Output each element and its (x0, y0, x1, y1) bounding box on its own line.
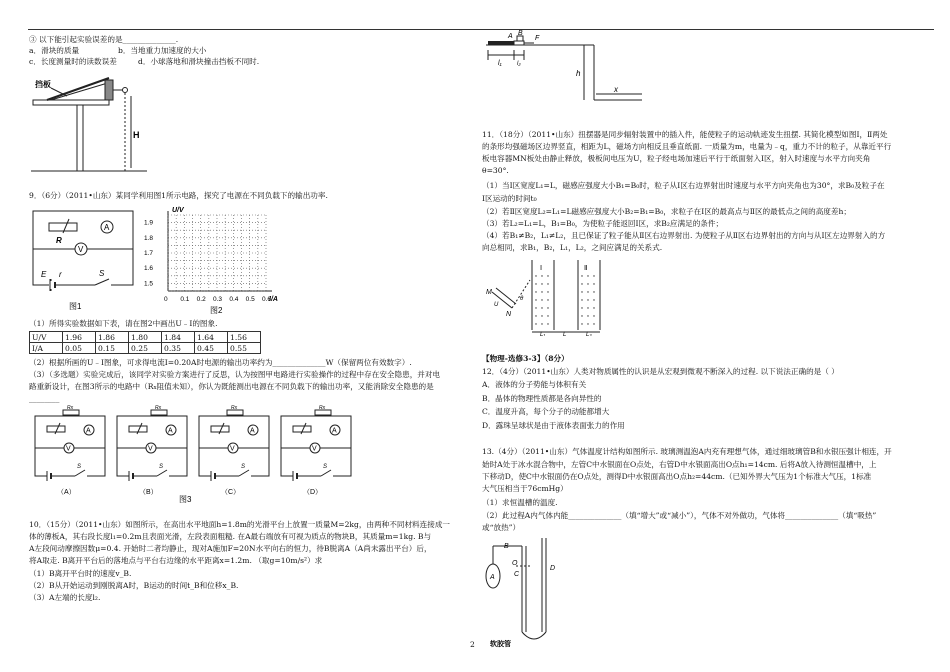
field-dot (581, 291, 582, 292)
field-dot (581, 323, 582, 324)
fig3-caption: 图3 (179, 495, 192, 504)
fig1-ammeter: A (104, 223, 110, 232)
q10-line1: 10．（15分）（2011•山东）如图所示，在高出水平地面h=1.8m的光滑平台上放置一质量M=2kg，由两种不同材料连接成一 (29, 520, 451, 529)
field-dot (581, 315, 582, 316)
graph-x-tick: 0.6 (262, 296, 272, 303)
q9-answer-blank: ________ (29, 394, 60, 403)
q11-line2: 的条形均强磁场区边界竖直，相距为L，磁场方向相反且垂直纸面. 一质量为m，电量为﹣q，重力不计的粒子，从靠近平行 (482, 142, 892, 151)
fig-c-tube: C (514, 571, 520, 578)
fig1-caption: 图1 (69, 302, 82, 311)
graph-y-tick: 1.7 (144, 250, 154, 257)
q9-figure3-circuits (29, 404, 369, 504)
fig3-rx-label: Rx (231, 405, 238, 411)
fig3-ammeter: A (250, 427, 255, 435)
fig-bulb-a: A (490, 574, 495, 581)
graph-x-tick: 0.4 (229, 296, 239, 303)
table-cell: 1.84 (162, 332, 195, 343)
fig3-ammeter: A (86, 427, 91, 435)
fig-x-label: x (614, 85, 618, 94)
table-row (30, 343, 261, 354)
graph-x-tick: 0.5 (245, 296, 255, 303)
field-dot (547, 275, 548, 276)
graph-x-tick: 0 (164, 296, 168, 303)
graph-y-tick: 1.9 (144, 219, 154, 227)
field-dot (535, 283, 536, 284)
q10-sub2: （2）B从开始运动到刚脱离A时，B运动的时间t_B和位移x_B. (29, 581, 239, 590)
field-dot (581, 299, 582, 300)
table-cell: 0.35 (162, 343, 195, 354)
fig3-option-label: （D） (303, 489, 323, 496)
table-cell: 0.25 (129, 343, 162, 354)
field-dot (535, 275, 536, 276)
q9-figure1-circuit (29, 205, 139, 315)
fig-L-label: L (563, 332, 567, 336)
section-title: 【物理-选修3-3】（8分） (482, 354, 569, 363)
fig-n-label: N (506, 311, 512, 318)
field-dot (547, 323, 548, 324)
graph-x-tick: 0.3 (213, 296, 223, 303)
q11-sub1-a: （1）当Ⅰ区宽度L₁=L，磁感应强度大小B₁=B₀时，粒子从Ⅰ区右边界射出时速度与水平方向夹角也为30°，求B₀及粒子在 (482, 181, 885, 190)
fig3-voltmeter: V (148, 445, 153, 453)
q9-part3-line1: （3）（多选题）实验完成后，该同学对实验方案进行了反思，认为按图甲电路进行实验操作的过程中存在安全隐患，并对电 (29, 370, 441, 379)
q11-sub4-b: 向总相同，求B₁，B₂，L₁，L₂，之间应满足的关系式. (482, 243, 663, 252)
fig3-option-label: （B） (139, 489, 158, 496)
q13-sub2-b: 或“放热”） (482, 523, 521, 532)
fig-tube-b: B (504, 543, 509, 550)
q10-sub3: （3）A左端的长度l₂. (29, 593, 101, 602)
fig3-rx-label: Rx (67, 405, 74, 411)
q10-figure (484, 28, 644, 108)
table-cell: 1.56 (228, 332, 261, 343)
q9-part3-line2 (29, 382, 434, 393)
q11-line3: 板电容器MN板处由静止释放，极板间电压为U，粒子经电场加速后平行于纸面射入Ⅰ区，射入时速度与水平方向夹角 (482, 154, 871, 163)
q9-rx-subscript: x (153, 385, 157, 391)
fig1-voltmeter: V (78, 245, 84, 254)
fig-m-label: M (486, 289, 492, 296)
field-dot (593, 275, 594, 276)
field-dot (541, 283, 542, 284)
fig-rubber-tube: 软胶管 (490, 641, 511, 648)
q11-sub3: （3）若L₂=L₁=L，B₁=B₀，为使粒子能返回Ⅰ区，求B₂应满足的条件； (482, 219, 724, 228)
prev-option-d: d．小球落地和滑块撞击挡板不同时. (138, 57, 260, 66)
table-cell: I/A (30, 343, 63, 354)
q10-sub1: （1）B离开平台时的速度v_B. (29, 569, 132, 578)
field-dot (541, 315, 542, 316)
field-dot (593, 291, 594, 292)
q10-line3: A左段间动摩擦因数μ=0.4. 开始时二者均静止，现对A施加F=20N水平向右的恒力，待B脱离A（A尚未露出平台）后， (29, 544, 432, 553)
field-dot (593, 299, 594, 300)
page-number: 2 (470, 640, 475, 649)
table-cell: 0.55 (228, 343, 261, 354)
field-dot (547, 307, 548, 308)
q11-figure (482, 256, 642, 336)
q13-line1: 13.（4分）（2011•山东）气体温度计结构如图所示. 玻璃测温泡A内充有理想气体，通过细玻璃管B和水银压强计相连，开 (482, 447, 892, 456)
fig3-ammeter: A (168, 427, 173, 435)
fig3-circuit (281, 405, 351, 496)
field-dot (593, 283, 594, 284)
field-dot (535, 299, 536, 300)
q9-part2: （2）根据所画的U﹣I图象，可求得电流I=0.20A时电源的输出功率约为______________W（保留两位有效数字）. (29, 358, 412, 367)
fig-b-label: B (518, 30, 523, 37)
fig3-switch-label: S (77, 464, 82, 470)
fig3-circuit (117, 405, 187, 496)
q10-line4: 将A取走. B离开平台后的落地点与平台右边缘的水平距离x=1.2m. （取g=10m/s²）求 (29, 556, 323, 565)
table-cell: 0.15 (96, 343, 129, 354)
field-dot (587, 315, 588, 316)
baffle-label: 挡板 (35, 80, 51, 89)
fig3-rx-label: Rx (319, 405, 326, 411)
field-dot (535, 315, 536, 316)
field-dot (593, 315, 594, 316)
fig3-circuit (199, 405, 269, 496)
q11-line4: θ=30°. (482, 166, 509, 175)
fig3-voltmeter: V (66, 445, 71, 453)
field-dot (547, 291, 548, 292)
graph-y-tick: 1.5 (144, 280, 154, 288)
field-dot (587, 291, 588, 292)
q13-line3: 下移动D，使C中水银面仍在O点处，测得D中水银面高出O点h₂=44cm.（已知外界大气压为1个标准大气压，1标准 (482, 472, 872, 481)
q12-option-a: A．液体的分子势能与体积有关 (482, 380, 587, 389)
fig3-rx-label: Rx (155, 405, 162, 411)
fig1-switch: S (99, 269, 105, 278)
fig-a-label: A (508, 33, 513, 40)
fig1-internal-r: r (59, 270, 62, 279)
q12-stem: 12．（4分）（2011•山东）人类对物质属性的认识是从宏观到微观不断深入的过程. 以下说法正确的是（ ） (482, 367, 839, 376)
q13-sub2-a: （2）此过程A内气体内能______________（填“增大”或“减小”），气体不对外做功，气体将______________（填“吸热” (482, 511, 877, 520)
fig3-option-label: （C） (221, 489, 241, 496)
field-dot (587, 307, 588, 308)
fig-u-label: U (494, 302, 499, 308)
fig3-switch-label: S (159, 464, 164, 470)
table-cell: 1.80 (129, 332, 162, 343)
fig-d-tube: D (550, 565, 556, 572)
q9-figure2-graph (142, 203, 292, 315)
prev-option-b: b．当地重力加速度的大小 (118, 46, 207, 55)
fig-l2-label: l₂ (517, 61, 521, 67)
q13-sub1: （1）求恒温槽的温度. (482, 498, 558, 507)
fig3-voltmeter: V (230, 445, 235, 453)
table-cell: 1.86 (96, 332, 129, 343)
graph-x-tick: 0.2 (196, 296, 206, 303)
q13-line2: 始时A处于冰水混合物中，左管C中水银面在O点处，右管D中水银面高出O点h₁=14cm. 后将A放入待测恒温槽中，上 (482, 460, 877, 469)
fig-L1-label: L₁ (540, 332, 546, 336)
fig2-caption: 图2 (210, 306, 223, 315)
q12-option-c: C．温度升高，每个分子的动能都增大 (482, 407, 610, 416)
prev-option-a: a．滑块的质量 (29, 46, 80, 55)
field-dot (547, 315, 548, 316)
graph-y-tick: 1.8 (144, 234, 154, 242)
graph-x-tick: 0.1 (180, 296, 190, 303)
q11-sub1-b: Ⅰ区运动的时间t₀ (482, 194, 537, 203)
q9-stem: 9．（6分）（2011•山东）某同学利用图1所示电路，探究了电源在不同负载下的输出功率. (29, 191, 328, 200)
graph-y-tick: 1.6 (144, 265, 154, 273)
field-dot (547, 299, 548, 300)
fig-region-ii: Ⅱ (584, 265, 588, 272)
fig3-switch-label: S (323, 464, 328, 470)
q9-part3-text-b: 阻值未知），你认为既能测出电源在不同负载下的输出功率，又能消除安全隐患的是 (156, 382, 434, 391)
fig-f-label: F (535, 35, 540, 42)
fig-region-i: Ⅰ (540, 265, 543, 272)
fig1-r-label: R (56, 236, 62, 245)
q12-option-b: B．晶体的物理性质都是各向异性的 (482, 394, 602, 403)
q11-sub2: （2）若Ⅱ区宽度L₂=L₁=L磁感应强度大小B₂=B₁=B₀，求粒子在Ⅰ区的最高点与Ⅱ区的最低点之间的高度差h； (482, 207, 851, 216)
graph-x-label: I/A (269, 296, 278, 303)
fig1-emf: E (41, 270, 47, 279)
prev-item3: ③ 以下能引起实验误差的是______________. (29, 35, 179, 44)
q13-figure (482, 532, 582, 650)
field-dot (541, 291, 542, 292)
field-dot (535, 323, 536, 324)
field-dot (593, 323, 594, 324)
header-rule (28, 29, 934, 30)
field-dot (593, 307, 594, 308)
field-dot (541, 307, 542, 308)
fig-theta-label: θ (520, 296, 524, 302)
q11-sub4-a: （4）若B₁≠B₂，L₁≠L₂，且已保证了粒子能从Ⅱ区右边界射出. 为使粒子从Ⅱ区右边界射出的方向与从Ⅰ区左边界射入的方 (482, 231, 886, 240)
field-dot (587, 323, 588, 324)
field-dot (541, 275, 542, 276)
q9-data-table (29, 331, 261, 354)
q9-part3-text-a: 路重新设计，在图3所示的电路中（R (29, 382, 154, 391)
field-dot (547, 283, 548, 284)
q11-line1: 11．（18分）（2011•山东）扭摆器是同步辐射装置中的插入件，能使粒子的运动轨迹发生扭摆. 其简化模型如图Ⅰ，Ⅱ两处 (482, 130, 888, 139)
field-dot (581, 275, 582, 276)
field-dot (581, 307, 582, 308)
field-dot (587, 299, 588, 300)
field-dot (541, 323, 542, 324)
incline-figure (29, 68, 149, 186)
prev-option-c: c．长度测量时的读数误差 (29, 57, 117, 66)
q9-part1: （1）所得实验数据如下表，请在图2中画出U﹣I的图象. (29, 319, 218, 328)
fig-L2-label: L₂ (586, 332, 592, 336)
table-row (30, 332, 261, 343)
fig-o-point: O (512, 560, 518, 567)
q12-option-d: D．露珠呈球状是由于液体表面张力的作用 (482, 421, 625, 430)
fig-l1-label: l₁ (498, 60, 502, 67)
field-dot (587, 275, 588, 276)
table-cell: 1.64 (195, 332, 228, 343)
fig3-ammeter: A (332, 427, 337, 435)
graph-y-label: U/V (172, 207, 184, 214)
table-cell: 0.45 (195, 343, 228, 354)
fig-h-label: h (576, 69, 581, 78)
field-dot (581, 283, 582, 284)
q13-line4: 大气压相当于76cmHg） (482, 484, 568, 493)
fig3-voltmeter: V (312, 445, 317, 453)
table-cell: U/V (30, 332, 63, 343)
table-cell: 0.05 (63, 343, 96, 354)
fig3-option-label: （A） (57, 489, 76, 496)
field-dot (587, 283, 588, 284)
table-cell: 1.96 (63, 332, 96, 343)
field-dot (541, 299, 542, 300)
fig3-circuit (35, 405, 105, 496)
field-dot (535, 291, 536, 292)
q10-line2: 体的薄板A，其右段长度l₁=0.2m且表面光滑，左段表面粗糙. 在A最右端放有可视为质点的物块B，其质量m=1kg. B与 (29, 532, 432, 541)
fig3-switch-label: S (241, 464, 246, 470)
field-dot (535, 307, 536, 308)
height-label: H (133, 130, 140, 140)
